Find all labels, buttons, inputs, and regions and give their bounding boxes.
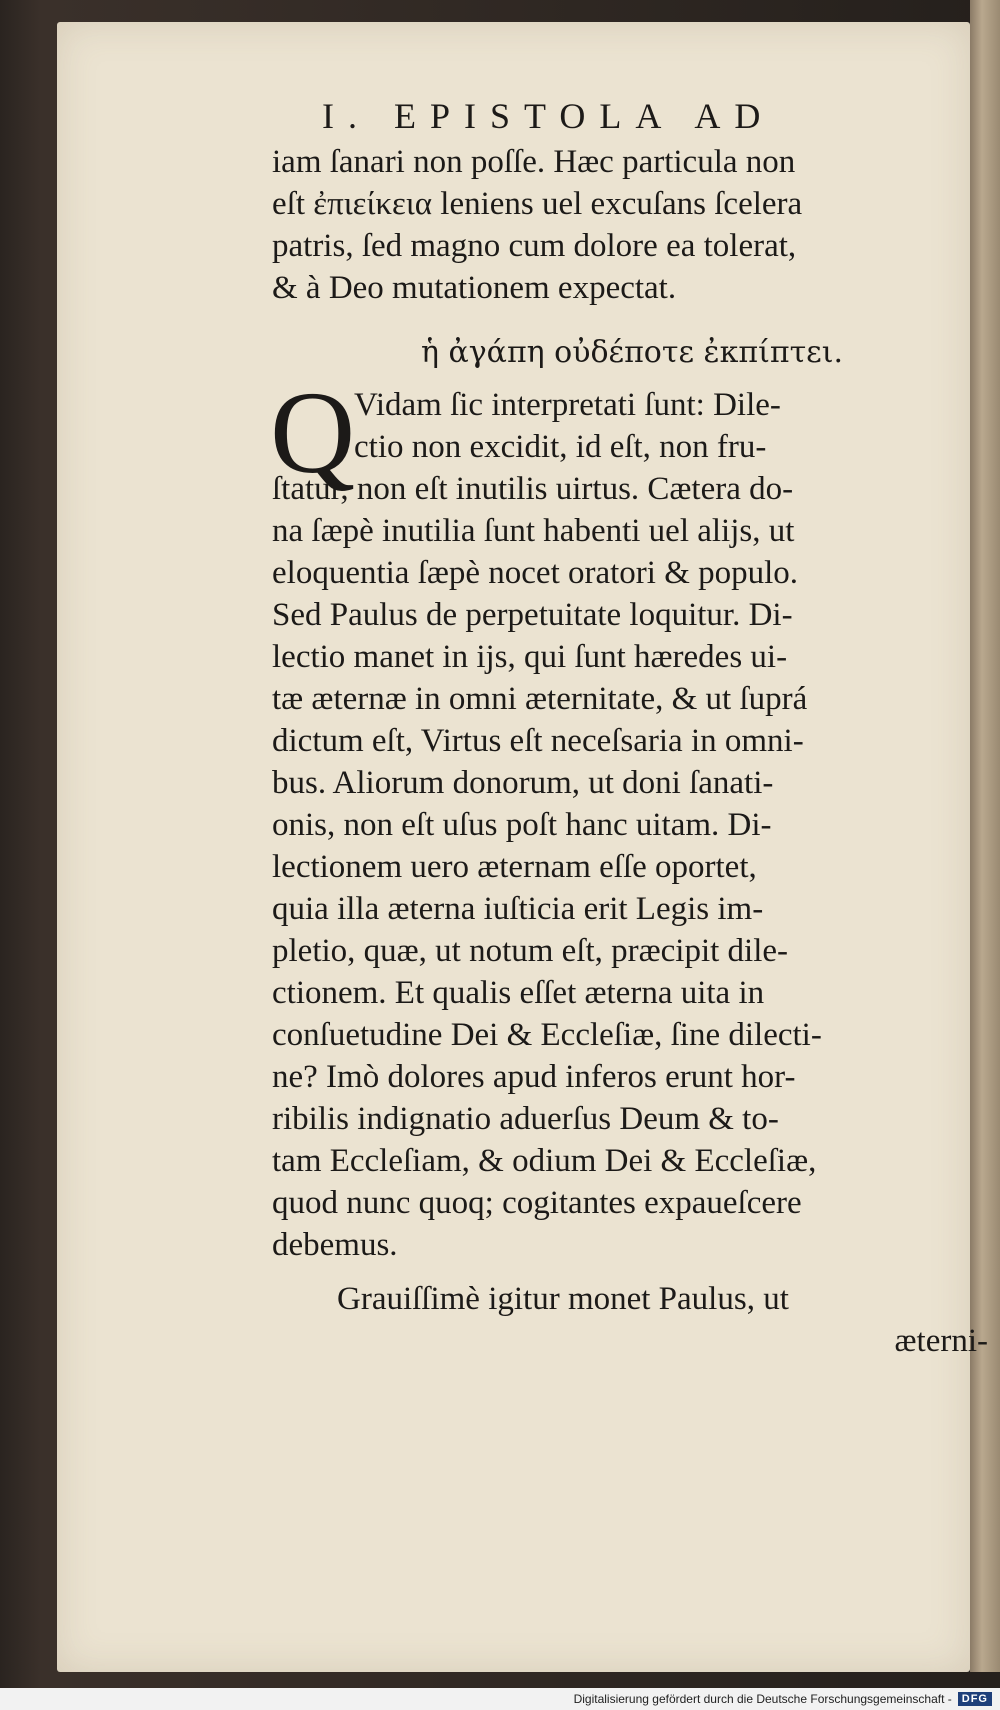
greek-heading: ἡ ἀγάπη οὐδέποτε ἐκπίπτει. [420,335,844,370]
text-line: pletio, quæ, ut notum eſt, præcipit dile- [272,933,789,969]
page-text [272,95,992,1362]
text-line: Vidam ſic interpretati ſunt: Dile- [354,387,781,423]
text-line: Sed Paulus de perpetuitate loquitur. Di- [272,597,793,633]
top-paragraph [272,141,992,309]
text-line: na ſæpè inutilia ſunt habenti uel alijs, ut [272,513,795,549]
text-line: ribilis indignatio aduerſus Deum & to- [272,1101,779,1137]
digitization-credit-bar [0,1688,1000,1710]
dfg-logo-icon: DFG [958,1692,992,1706]
text-line: eloquentia ſæpè nocet oratori & populo. [272,555,799,591]
text-line: debemus. [272,1227,398,1263]
main-paragraph [270,367,992,1266]
text-line: ne? Imò dolores apud inferos erunt hor- [272,1059,796,1095]
catchword: æterni- [894,1323,988,1359]
text-line: eſt ἐπιείκεια leniens uel excuſans ſcelera [272,186,803,222]
text-line: iam ſanari non poſſe. Hæc particula non [272,144,796,180]
text-line: ctio non excidit, id eſt, non fru- [354,429,767,465]
text-line: lectio manet in ijs, qui ſunt hæredes ui- [272,639,788,675]
text-line: ſtatur, non eſt inutilis uirtus. Cætera do- [272,471,794,507]
text-line: conſuetudine Dei & Eccleſiæ, ſine dilecti- [272,1017,822,1053]
text-line: tæ æternæ in omni æternitate, & ut ſuprá [272,681,808,717]
text-line: quod nunc quoq; cogitantes expaueſcere [272,1185,802,1221]
running-head: I. EPISTOLA AD [322,96,775,136]
text-line: tam Eccleſiam, & odium Dei & Eccleſiæ, [272,1143,817,1179]
text-line: dictum eſt, Virtus eſt neceſsaria in omni- [272,723,804,759]
text-line: onis, non eſt uſus poſt hanc uitam. Di- [272,807,772,843]
text-line: Grauiſſimè igitur monet Paulus, ut [337,1281,789,1317]
text-line: & à Deo mutationem expectat. [272,270,677,306]
text-line: quia illa æterna iuſticia erit Legis im- [272,891,764,927]
text-line: lectionem uero æternam eſſe oportet, [272,849,757,885]
drop-cap: Q [270,367,356,498]
text-line: patris, ſed magno cum dolore ea tolerat, [272,228,797,264]
text-line: ctionem. Et qualis eſſet æterna uita in [272,975,765,1011]
credit-text: Digitalisierung gefördert durch die Deutsche Forschungsgemeinschaft - [573,1692,952,1706]
text-line: bus. Aliorum donorum, ut doni ſanati- [272,765,774,801]
